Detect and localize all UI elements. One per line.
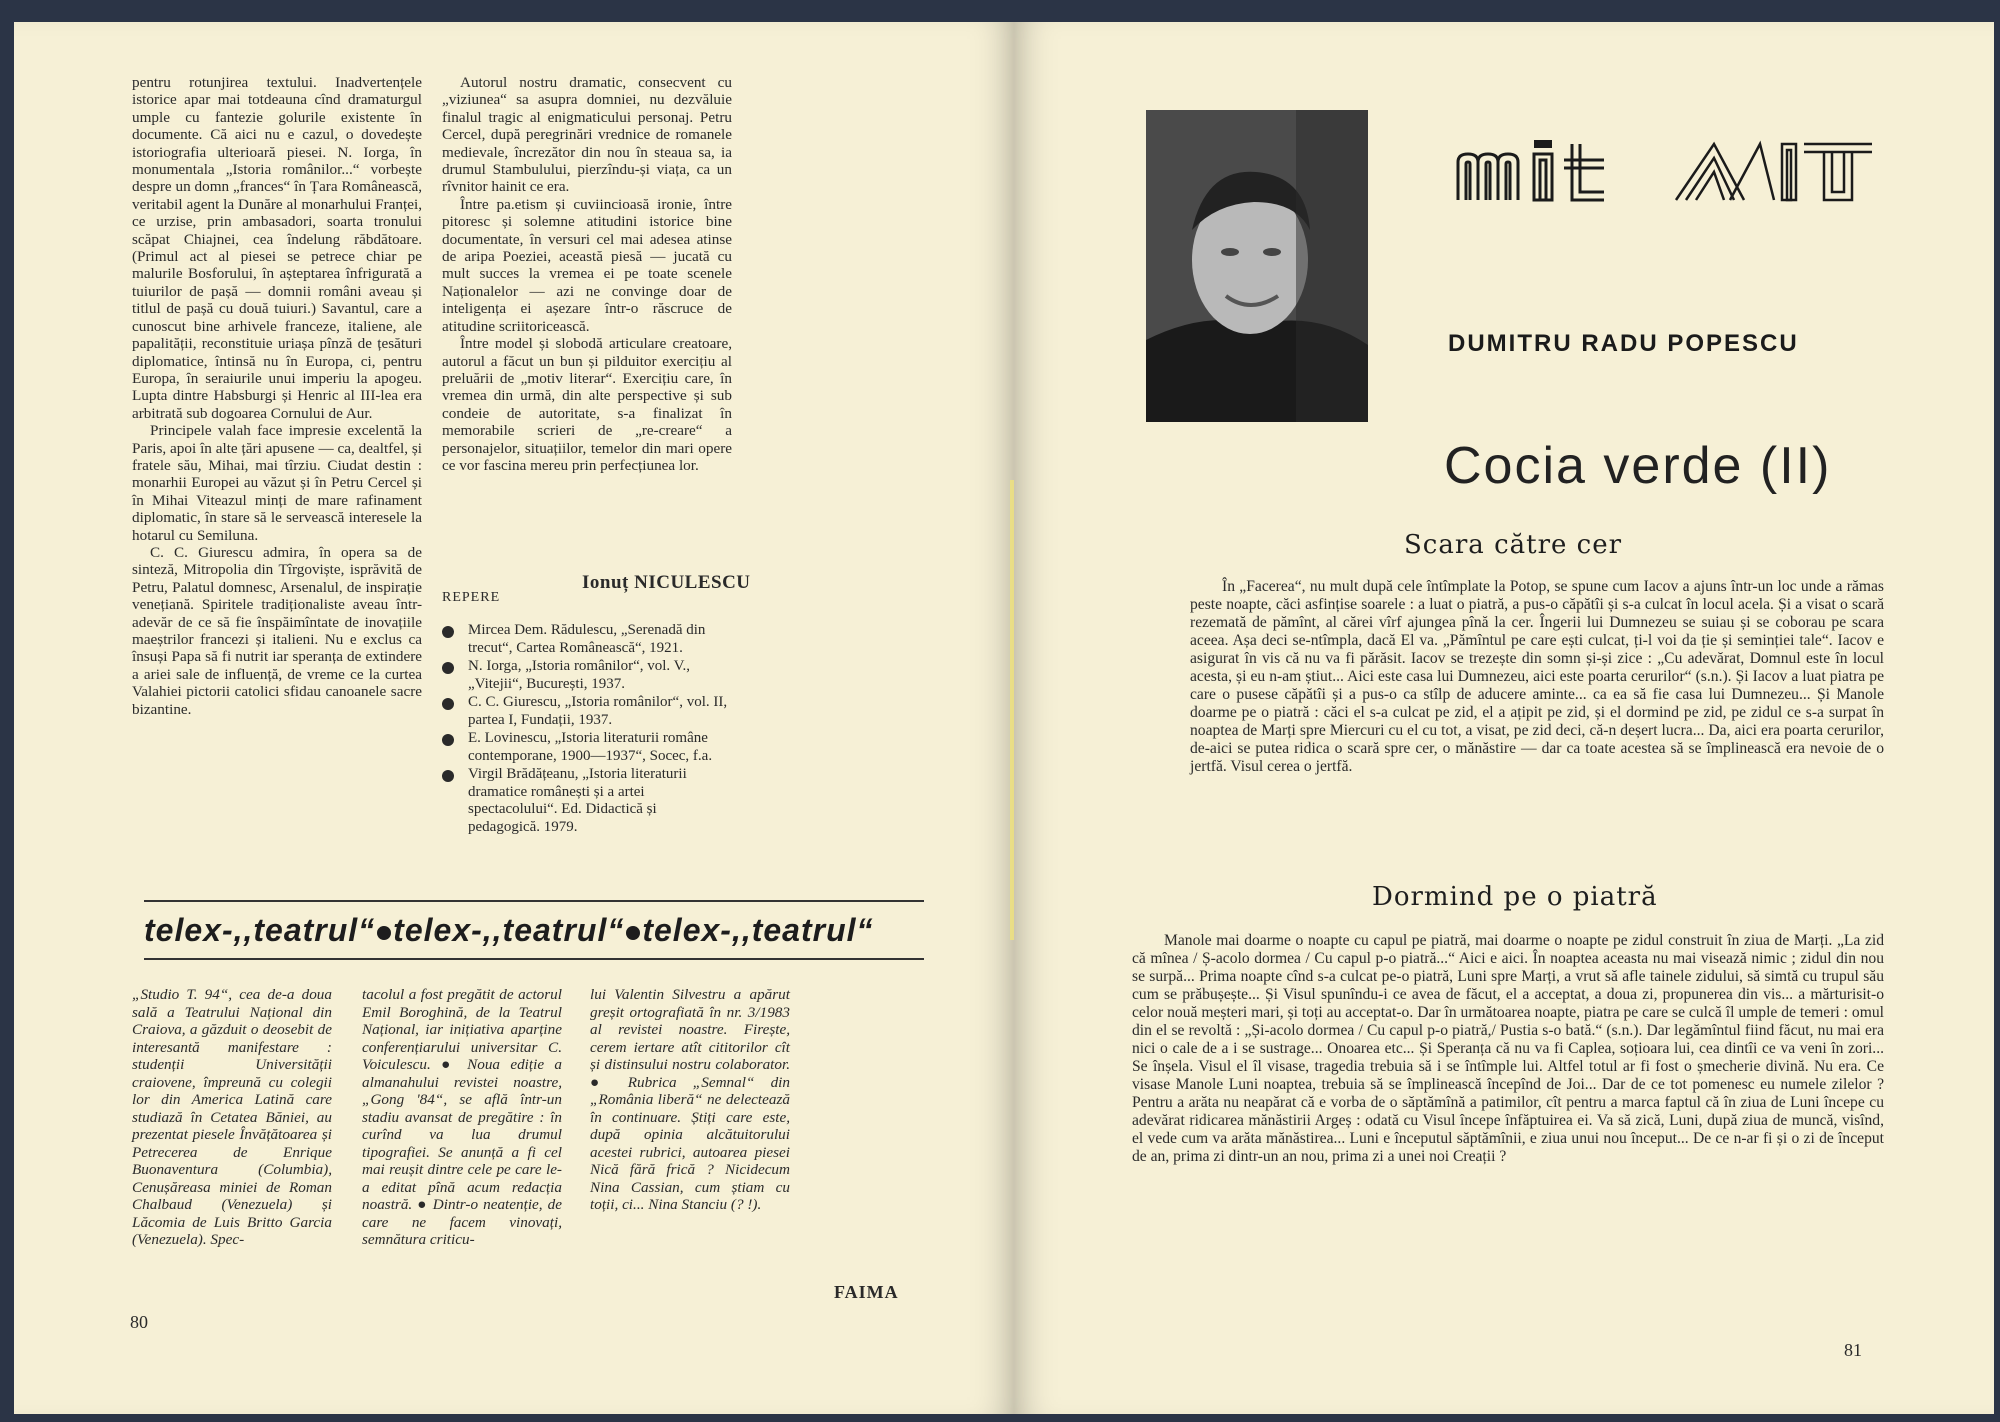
bullet-icon (442, 698, 454, 710)
article-column-2 (442, 74, 732, 474)
page-number: 81 (1844, 1340, 1862, 1360)
paragraph: În „Facerea“, nu mult după cele întîmplate la Potop, se spune cum Iacov a ajuns într-un loc unde a rămas peste noapte, căci asfințise soarele : a luat o piatră, a pus-o căpătîi și s-a culcat în locul acela. Și a visat o scară rezemată de pămînt, al cărei vîrf ajungea pînă la cer. Îngerii lui Dumnezeu se suiau și se coborau pe scara aceea. Așa deci se-ntîmpla, dacă El va. „Pămîntul pe care ești culcat, ți-l voi da ție și seminției tale“. Iacov e asigurat în vis că nu va fi părăsit. Iacov se trezește din somn și-și zice : „Cu adevărat, Domnul este în locul acesta, și eu n-am știut... Aici este casa lui Dumnezeu, aici este poarta cerurilor“ (s.n.). Și Iacov a luat piatra pe care o pusese căpătîi și a pus-o ca stîlp de aducere aminte... ca ea să fie casa lui Dumnezeu... Și Manole doarme pe o piatră : căci el s-a culcat pe zid, el a ațipit pe zid, și el dormind pe zid, pe zidul ce s-a surpat în noaptea de Marți spre Miercuri cu el cu tot, a visat, pe zid deci, că-n deșert lucra... Da, aici era poarta cerurilor, de-aici se putea ridica o scară spre cer, o mănăstire — dar ca toate acestea să se împlinească era nevoie de o jertfă. Visul cerea o jertfă. (1190, 578, 1884, 775)
references-title: REPERE (442, 590, 501, 605)
page-number: 80 (130, 1312, 148, 1332)
bullet-icon (442, 662, 454, 674)
telex-column-2: tacolul a fost pregătit de actorul Emil Boroghină, de la Teatrul Național, iar inițiativa aparține conferențiarului universitar C. Voiculescu. ● Noua ediție a almanahului revistei noastre, „Gong '84“, se află într-un stadiu avansat de pregătire : în curînd va lua drumul tipografiei. Se anunță a fi cel mai reușit dintre cele pe care le-a editat pînă acum redacția noastră. ● Dintr-o neatenție, de care ne facem vinovați, semnătura criticu- (362, 986, 562, 1248)
reference-item: N. Iorga, „Istoria românilor“, vol. V., „Vitejii“, București, 1937. (442, 658, 732, 693)
reference-item: Virgil Brădățeanu, „Istoria literaturii dramatice românești și a artei spectacolului“. Ed. Didactică și pedagogică. 1979. (442, 766, 732, 836)
paragraph: Între pa.etism și cuviincioasă ironie, între pitoresc și solemne atitudini istorice bine documentate, în versuri cel mai adesea atinse de aripa Poeziei, această piesă — jucată cu mult succes la vremea ei pe toate scenele Naționalelor — azi ne convinge doar de inteligența ei așezare într-o răscruce de atitudine scriitoricească. (442, 195, 732, 335)
portrait-image (1146, 110, 1368, 422)
bullet-icon (442, 734, 454, 746)
telex-column-1: „Studio T. 94“, cea de-a doua sală a Teatrului Național din Craiova, a găzduit o deosebit de interesantă manifestare : studenții Universității craiovene, împreună cu colegii lor din America Latină care studiază în Cetatea Băniei, au prezentat piesele Învățătoarea și Petrecerea de Enrique Buonaventura (Columbia), Cenușăreasa miniei de Roman Chalbaud (Venezuela) și Lăcomia de Luis Britto Garcia (Venezuela). Spec- (132, 986, 332, 1248)
left-page (14, 22, 1014, 1414)
mit-logo-image (1674, 140, 1874, 202)
article-title: Cocia verde (II) (1444, 437, 1832, 495)
paragraph: C. C. Giurescu admira, în opera sa de sinteză, Mitropolia din Tîrgoviște, isprăvită de Petru, Palatul domnesc, Arsenalul, de inspirație venețiană. Spiritele tradiționaliste aveau într-adevăr de ce să fie înspăimîntate de inovațiile maeștrilor francezi și italieni. Nu e exclus ca însuși Papa să fi nutrit iar speranța de extindere a ariei sale de influență, de vreme ce la curtea Valahiei pictorii catolici sfidau canoanele sacre bizantine. (132, 543, 422, 718)
mit-logo-lower (1454, 140, 1654, 207)
right-page (1014, 22, 1994, 1414)
section-title: Dormind pe o piatră (1372, 882, 1658, 912)
telex-signature: FAIMA (834, 1282, 899, 1302)
author-photo (1146, 110, 1368, 422)
telex-segment: telex-,,teatrul“ (642, 912, 874, 948)
bullet-icon (442, 626, 454, 638)
author-name: DUMITRU RADU POPESCU (1448, 330, 1799, 357)
reference-item: C. C. Giurescu, „Istoria românilor“, vol. II, partea I, Fundații, 1937. (442, 694, 732, 729)
reference-item: Mircea Dem. Rădulescu, „Serenadă din trecut“, Cartea Românească“, 1921. (442, 622, 732, 657)
paragraph: Între model și slobodă articulare creatoare, autorul a făcut un bun și pilduitor exercițiu al preluării de „motiv literar“. Exercițiu care, în vremea din urmă, din alte perspective și sub condeie de autoritate, s-a finalizat în memorabile scrieri de „re-creare“ a personajelor, situațiilor, temelor din mari opere ce vor fascina mereu prin perfecțiunea lor. (442, 335, 732, 474)
paragraph: pentru rotunjirea textului. Inadvertențele istorice apar mai totdeauna cînd dramaturgul umple cu fantezie golurile existente în documente. Că aici nu e cazul, o dovedește istoriografia ulterioară piesei. N. Iorga, în monumentala „Istoria românilor...“ vorbește despre un domn „frances“ în Țara Românească, veritabil agent la Dunăre al monarhului Franței, ce urzise, prin ambasadori, soarta tronului scăpat Chiajnei, cea îndelung răbdătoare. (Primul act al piesei se petrece chiar pe malurile Bosforului, în așteptarea înfrigurată a tuiurilor de pașă — domnii români aveau și titlul de pașă cu două tuiuri.) Savantul, care a cunoscut bine arhivele franceze, italiene, ale papalității, reconstituie uriașa pînză de țesături diplomatice, întinsă nu în Europa, ci, pentru Europa, în seraiurile unui imperiu la apogeu. Lupta dintre Habsburgi și Henric al III-lea era arbitrată sub dogoarea Cornului de Aur. (132, 74, 422, 422)
author-signature: Ionuț NICULESCU (582, 572, 751, 593)
mit-logo-image (1454, 140, 1654, 202)
reference-item: E. Lovinescu, „Istoria literaturii române contemporane, 1900—1937“, Socec, f.a. (442, 730, 732, 765)
telex-banner (144, 900, 924, 960)
section-title: Scara către cer (1404, 530, 1623, 560)
bullet-icon (626, 926, 640, 940)
paragraph: Principele valah face impresie excelentă la Paris, apoi în alte țări apusene — ca, dealtfel, și fratele său, Mihai, mai tîrziu. Ciudat destin : monarhii Europei au văzut și în Petru Cercel și în Mihai Viteazul minți de mare rafinament diplomatic, în stare să le servească interesele la hotarul cu Semiluna. (132, 422, 422, 544)
article-column-1 (132, 74, 422, 718)
paragraph: Autorul nostru dramatic, consecvent cu „viziunea“ sa asupra domniei, nu dezvăluie finalul tragic al enigmaticului personaj. Petru Cercel, după peregrinări vrednice de romanele medievale, încrezător din nou în steaua sa, ia drumul Stambulului, pierzîndu-și viața, ca un rîvnitor hainit ce era. (442, 74, 732, 196)
telex-column-3: lui Valentin Silvestru a apărut greșit ortografiată în nr. 3/1983 al revistei noastre. Firește, cerem iertare atît cititorilor cît și distinsului nostru colaborator. ● Rubrica „Semnal“ din „România liberă“ ne delectează în continuare. Știți care este, după opinia alcătuitorului acestei rubrici, autoarea piesei Nică fără frică ? Nicidecum Nina Cassian, cum știam cu toții, ci... Nina Stanciu (? !). (590, 986, 790, 1213)
section-text (1132, 932, 1884, 1166)
bullet-icon (442, 770, 454, 782)
paragraph: Manole mai doarme o noapte cu capul pe piatră, mai doarme o noapte pe zidul construit în ziua de Marți. „La zid că mînea / Ș-acolo dormea / Cu capul p-o piatră...“ Aici e aici. În noaptea aceasta nu mai visează nimic ; zidul din nou se surpă... Prima noapte cînd s-a culcat pe-o piatră, Luni spre Marți, a vrut să afle tainele zidului, să simtă cu trupul său cum se prăbușește... Și Visul spunîndu-i ce avea de făcut, el a acceptat, a doua zi, propunerea din vis... a mărturisit-o celor nouă meșteri mari, și toți au acceptat-o. Dar în următoarea noapte, piatra pe care se culcă îl umple de temeri : omul din el se revoltă : „Și-acolo dormea / Cu capul p-o piatră,/ Pustia s-o bată.“ (s.n.). Dar legămîntul fiind făcut, nu mai era nici o cale de a i se sustrage... Onoarea etc... Și Speranța că nu va fi Caplea, soțioara lui, cea dintîi ce va veni în zori... Se înșela. Visul el îl visase, tragedia trebuia să i se întîmple lui. Altfel totul ar fi fost o șmecherie divină. Nu era. Ce visase Manole Luni noaptea, trebuia să se împlinească începînd de Joi... Dar de ce tot pomenesc eu numele zilelor ? Pentru a arăta nu neapărat că e vorba de o săptămînă a patimilor, cît pentru a marca faptul că în ziua de Luni începe cu adevărat ridicarea mănăstirii Argeș : odată cu Visul începe înfăptuirea ei. Va să zică, Luni, după ziua de muncă, visînd, el vede cum va arăta mănăstirea... Luni e începutul săptămînii, e ziua unui nou început... De ce n-ar fi și o zi de început de an, prima zi dintr-un an nou, prima zi a unei noi Creații ? (1132, 932, 1884, 1165)
telex-segment: telex-,,teatrul“ (144, 912, 376, 948)
mit-logo-upper (1674, 140, 1874, 207)
section-text (1190, 578, 1884, 776)
references-list (442, 622, 732, 837)
bullet-icon (377, 926, 391, 940)
telex-segment: telex-,,teatrul“ (393, 912, 625, 948)
